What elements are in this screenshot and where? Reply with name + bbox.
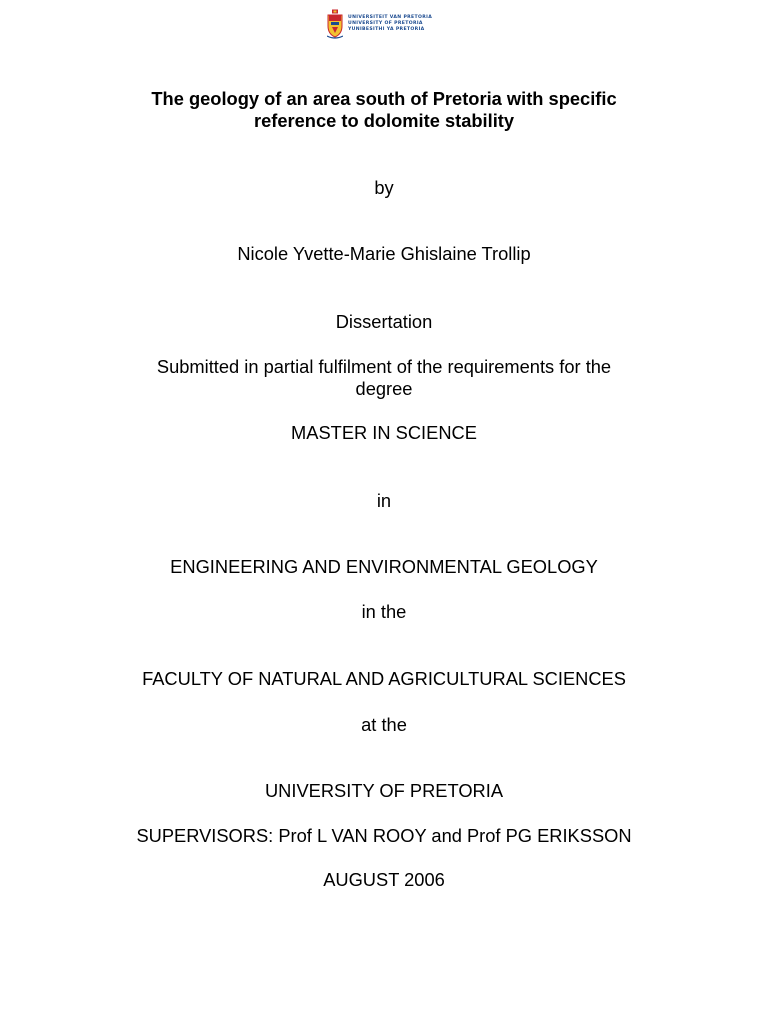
dissertation-title-line-1: The geology of an area south of Pretoria with specific <box>151 88 617 109</box>
degree-name: MASTER IN SCIENCE <box>291 422 477 443</box>
at-the-label: at the <box>361 714 407 735</box>
author-name: Nicole Yvette-Marie Ghislaine Trollip <box>237 243 531 264</box>
submission-date: AUGUST 2006 <box>323 869 445 890</box>
field-of-study: ENGINEERING AND ENVIRONMENTAL GEOLOGY <box>170 556 598 577</box>
by-label: by <box>374 177 394 198</box>
supervisors: SUPERVISORS: Prof L VAN ROOY and Prof PG ERIKSSON <box>136 825 632 846</box>
dissertation-title-line-2: reference to dolomite stability <box>253 110 515 131</box>
wordmark-sepedi: YUNIBESITHI YA PRETORIA <box>348 27 425 32</box>
submission-statement-line-1: Submitted in partial fulfilment of the requirements for the <box>156 356 612 377</box>
university-crest-icon <box>327 9 343 39</box>
document-type: Dissertation <box>335 311 433 332</box>
university-logo <box>327 8 443 40</box>
in-label: in <box>376 490 392 511</box>
in-the-label: in the <box>361 601 407 622</box>
submission-statement-line-2: degree <box>355 378 413 399</box>
university-wordmark <box>348 15 432 33</box>
faculty-name: FACULTY OF NATURAL AND AGRICULTURAL SCIENCES <box>142 668 626 689</box>
wordmark-english: UNIVERSITY OF PRETORIA <box>348 21 423 26</box>
wordmark-afrikaans: UNIVERSITEIT VAN PRETORIA <box>348 15 433 20</box>
university-name: UNIVERSITY OF PRETORIA <box>264 780 504 801</box>
